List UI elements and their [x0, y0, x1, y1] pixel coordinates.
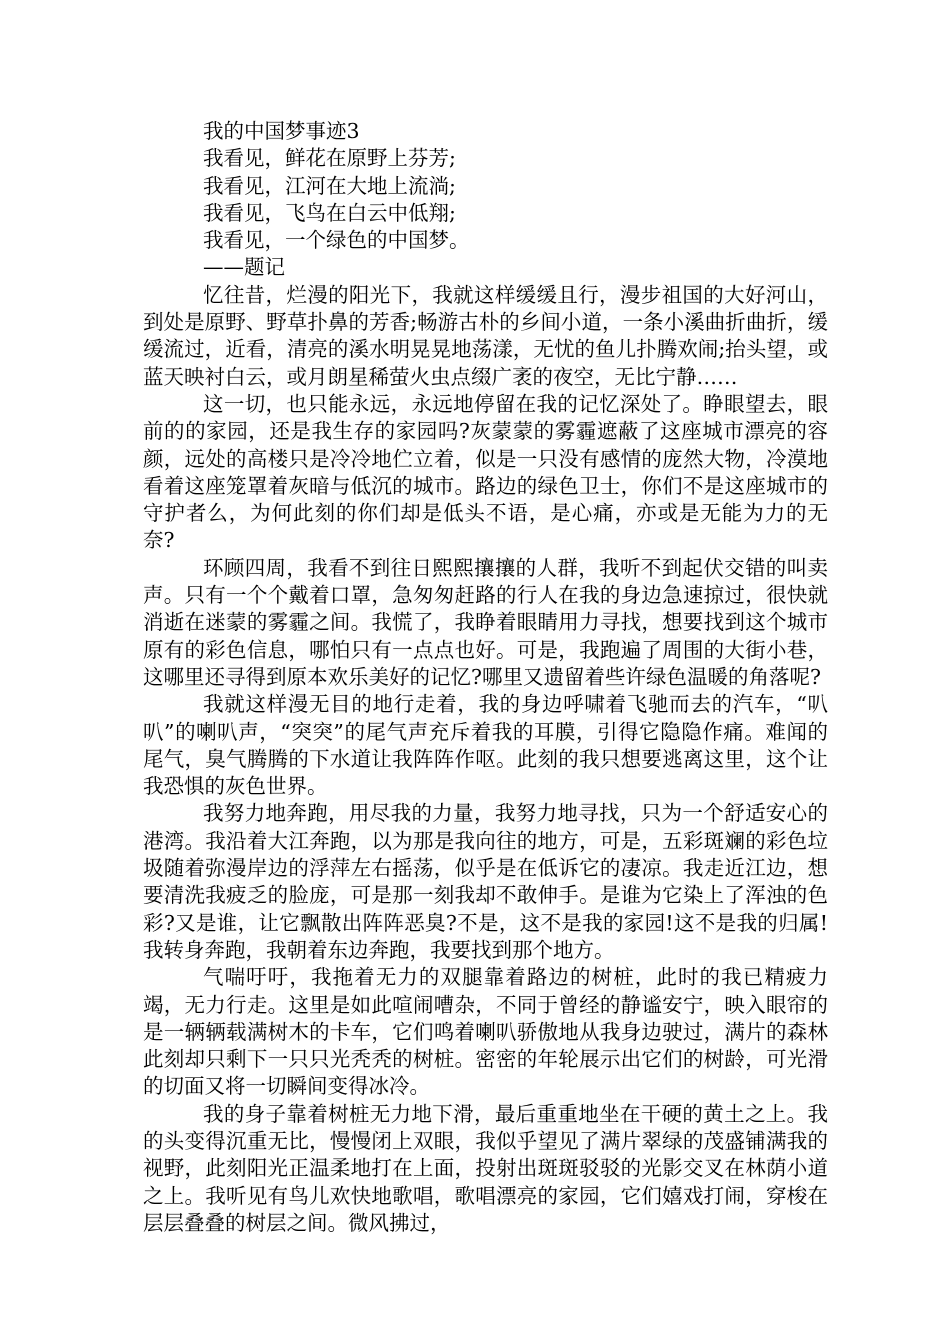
poem-line-2: 我看见，江河在大地上流淌;: [203, 173, 456, 198]
document-title: 我的中国梦事迹3: [203, 119, 360, 143]
paragraph-1: 忆往昔，烂漫的阳光下，我就这样缓缓且行，漫步祖国的大好河山，到处是原野、野草扑鼻的芳香;畅游古朴的乡间小道，一条小溪曲折曲折，缓缓流过，近看，清亮的溪水明晃晃地荡漾，无忧的鱼儿扑腾欢闹;抬头望，或蓝天映衬白云，或月朗星稀萤火虫点缀广袤的夜空，无比宁静……: [143, 282, 828, 389]
paragraph-3: 环顾四周，我看不到往日熙熙攘攘的人群，我听不到起伏交错的叫卖声。只有一个个戴着口罩，急匆匆赶路的行人在我的身边急速掠过，很快就消逝在迷蒙的雾霾之间。我慌了，我睁着眼睛用力寻找，想要找到这个城市原有的彩色信息，哪怕只有一点点也好。可是，我跑遍了周围的大街小巷，这哪里还寻得到原本欢乐美好的记忆?哪里又遗留着些许绿色温暖的角落呢?: [143, 555, 828, 689]
paragraph-6: 气喘吁吁，我拖着无力的双腿靠着路边的树桩，此时的我已精疲力竭，无力行走。这里是如此喧闹嘈杂，不同于曾经的静谧安宁，映入眼帘的是一辆辆载满树木的卡车，它们鸣着喇叭骄傲地从我身边驶过，满片的森林此刻却只剩下一只只光秃秃的树桩。密密的年轮展示出它们的树龄，可光滑的切面又将一切瞬间变得冰冷。: [143, 965, 828, 1099]
poem-line-3: 我看见，飞鸟在白云中低翔;: [203, 200, 456, 225]
paragraph-5: 我努力地奔跑，用尽我的力量，我努力地寻找，只为一个舒适安心的港湾。我沿着大江奔跑，以为那是我向往的地方，可是，五彩斑斓的彩色垃圾随着弥漫岸边的浮萍左右摇荡，似乎是在低诉它的凄凉。我走近江边，想要清洗我疲乏的脸庞，可是那一刻我却不敢伸手。是谁为它染上了浑浊的色彩?又是谁，让它飘散出阵阵恶臭?不是，这不是我的家园!这不是我的归属!我转身奔跑，我朝着东边奔跑，我要找到那个地方。: [143, 801, 828, 962]
poem-line-1: 我看见，鲜花在原野上芬芳;: [203, 146, 456, 171]
paragraph-4: 我就这样漫无目的地行走着，我的身边呼啸着飞驰而去的汽车，“叭叭”的喇叭声，“突突”的尾气声充斥着我的耳膜，引得它隐隐作痛。难闻的尾气，臭气腾腾的下水道让我阵阵作呕。此刻的我只想要逃离这里，这个让我恐惧的灰色世界。: [143, 692, 828, 799]
inscription: ——题记: [203, 255, 285, 280]
paragraph-7: 我的身子靠着树桩无力地下滑，最后重重地坐在干硬的黄土之上。我的头变得沉重无比，慢慢闭上双眼，我似乎望见了满片翠绿的茂盛铺满我的视野，此刻阳光正温柔地打在上面，投射出斑斑驳驳的光影交叉在林荫小道之上。我听见有鸟儿欢快地歌唱，歌唱漂亮的家园，它们嬉戏打闹，穿梭在层层叠叠的树层之间。微风拂过，: [143, 1101, 828, 1235]
poem-line-4: 我看见，一个绿色的中国梦。: [203, 228, 470, 253]
document-page: [143, 118, 828, 1237]
paragraph-2: 这一切，也只能永远，永远地停留在我的记忆深处了。睁眼望去，眼前的的家园，还是我生存的家园吗?灰蒙蒙的雾霾遮蔽了这座城市漂亮的容颜，远处的高楼只是冷冷地伫立着，似是一只没有感情的庞然大物，冷漠地看着这座笼罩着灰暗与低沉的城市。路边的绿色卫士，你们不是这座城市的守护者么，为何此刻的你们却是低头不语，是心痛，亦或是无能为力的无奈?: [143, 391, 828, 553]
